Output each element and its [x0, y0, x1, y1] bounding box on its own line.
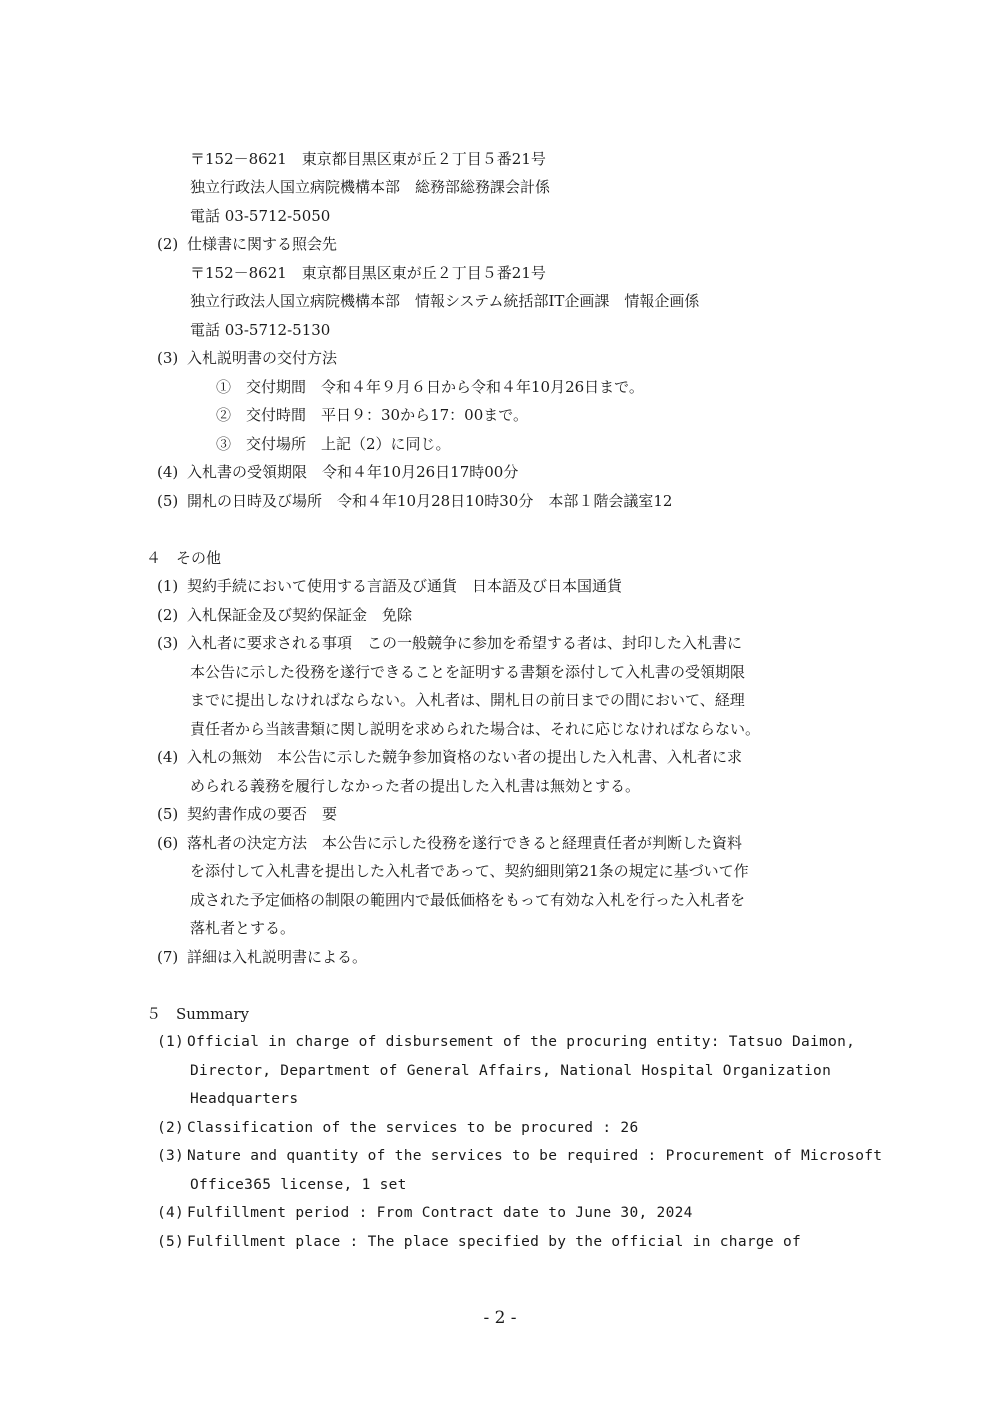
summary-item-3-line-2: Office365 license, 1 set	[190, 1177, 407, 1193]
contact-phone: 電話 03-5712-5050	[190, 207, 331, 225]
bid-doc-issue-item	[157, 348, 337, 368]
other-item-5	[157, 804, 337, 824]
item-number: (4)	[157, 1205, 185, 1221]
other-item-3	[157, 633, 742, 653]
other-item-3-line-2: 本公告に示した役務を遂行できることを証明する書類を添付して入札書の受領期限	[190, 663, 746, 681]
item-number: (6)	[157, 834, 179, 852]
other-item-3-line-4: 責任者から当該書類に関し説明を求められた場合は、それに応じなければならない。	[190, 720, 761, 738]
item-text: 入札者に要求される事項 この一般競争に参加を希望する者は、封印した入札書に	[187, 634, 743, 652]
spec-phone: 電話 03-5712-5130	[190, 321, 331, 339]
summary-item-3	[157, 1146, 882, 1166]
contact-organization: 独立行政法人国立病院機構本部 総務部総務課会計係	[190, 178, 551, 196]
item-text: 詳細は入札説明書による。	[187, 948, 368, 966]
section-heading-other: ４ その他	[146, 549, 222, 567]
bid-deadline-item	[157, 462, 518, 482]
summary-item-1	[157, 1032, 855, 1052]
other-item-3-line-3: までに提出しなければならない。入札者は、開札日の前日までの間において、経理	[190, 691, 745, 709]
other-item-6-line-4: 落札者とする。	[190, 919, 296, 937]
issue-period: ① 交付期間 令和４年９月６日から令和４年10月26日まで。	[216, 378, 644, 396]
other-item-7	[157, 947, 367, 967]
page-number: - 2 -	[483, 1308, 517, 1328]
item-text: Nature and quantity of the services to be required : Procurement of Microsoft	[187, 1148, 883, 1164]
contact-postal-address: 〒152－8621 東京都目黒区東が丘２丁目５番21号	[190, 150, 546, 168]
section-heading-summary: ５ Summary	[146, 1005, 249, 1023]
item-number: (5)	[157, 1234, 185, 1250]
summary-item-1-line-3: Headquarters	[190, 1091, 299, 1107]
item-text: 契約手続において使用する言語及び通貨 日本語及び日本国通貨	[187, 577, 623, 595]
other-item-4-line-2: められる義務を履行しなかった者の提出した入札書は無効とする。	[190, 777, 641, 795]
item-text: Classification of the services to be procured : 26	[187, 1120, 639, 1136]
other-item-6-line-2: を添付して入札書を提出した入札者であって、契約細則第21条の規定に基づいて作	[190, 862, 749, 880]
other-item-6	[157, 833, 742, 853]
other-item-4	[157, 747, 742, 767]
item-number: (7)	[157, 948, 179, 966]
spec-inquiry-item	[157, 234, 337, 254]
item-number: (4)	[157, 748, 179, 766]
item-text: Official in charge of disbursement of the procuring entity: Tatsuo Daimon,	[187, 1034, 856, 1050]
item-title: 入札説明書の交付方法	[187, 349, 338, 367]
item-number: (5)	[157, 492, 179, 510]
item-number: (3)	[157, 349, 179, 367]
item-text: Fulfillment period : From Contract date to June 30, 2024	[187, 1205, 693, 1221]
item-text: 入札の無効 本公告に示した競争参加資格のない者の提出した入札書、入札者に求	[187, 748, 743, 766]
item-number: (2)	[157, 235, 179, 253]
item-number: (3)	[157, 634, 179, 652]
item-number: (3)	[157, 1148, 185, 1164]
item-number: (4)	[157, 463, 179, 481]
item-text: 契約書作成の要否 要	[187, 805, 338, 823]
item-number: (1)	[157, 577, 179, 595]
summary-item-2	[157, 1118, 639, 1138]
issue-place: ③ 交付場所 上記（2）に同じ。	[216, 435, 451, 453]
summary-item-1-line-2: Director, Department of General Affairs, National Hospital Organization	[190, 1063, 832, 1079]
item-number: (2)	[157, 1120, 185, 1136]
bid-opening-item	[157, 491, 672, 511]
spec-organization: 独立行政法人国立病院機構本部 情報システム統括部IT企画課 情報企画係	[190, 292, 700, 310]
summary-item-5	[157, 1232, 801, 1252]
item-number: (5)	[157, 805, 179, 823]
item-text: 開札の日時及び場所 令和４年10月28日10時30分 本部１階会議室12	[187, 492, 673, 510]
item-text: 入札書の受領期限 令和４年10月26日17時00分	[187, 463, 519, 481]
other-item-1	[157, 576, 622, 596]
item-title: 仕様書に関する照会先	[187, 235, 338, 253]
item-text: 落札者の決定方法 本公告に示した役務を遂行できると経理責任者が判断した資料	[187, 834, 743, 852]
item-text: 入札保証金及び契約保証金 免除	[187, 606, 413, 624]
item-number: (2)	[157, 606, 179, 624]
spec-postal-address: 〒152－8621 東京都目黒区東が丘２丁目５番21号	[190, 264, 546, 282]
other-item-2	[157, 605, 412, 625]
item-text: Fulfillment place : The place specified by the official in charge of	[187, 1234, 802, 1250]
item-number: (1)	[157, 1034, 185, 1050]
other-item-6-line-3: 成された予定価格の制限の範囲内で最低価格をもって有効な入札を行った入札者を	[190, 891, 746, 909]
summary-item-4	[157, 1203, 693, 1223]
issue-time: ② 交付時間 平日９：30から17：00まで。	[216, 406, 528, 424]
